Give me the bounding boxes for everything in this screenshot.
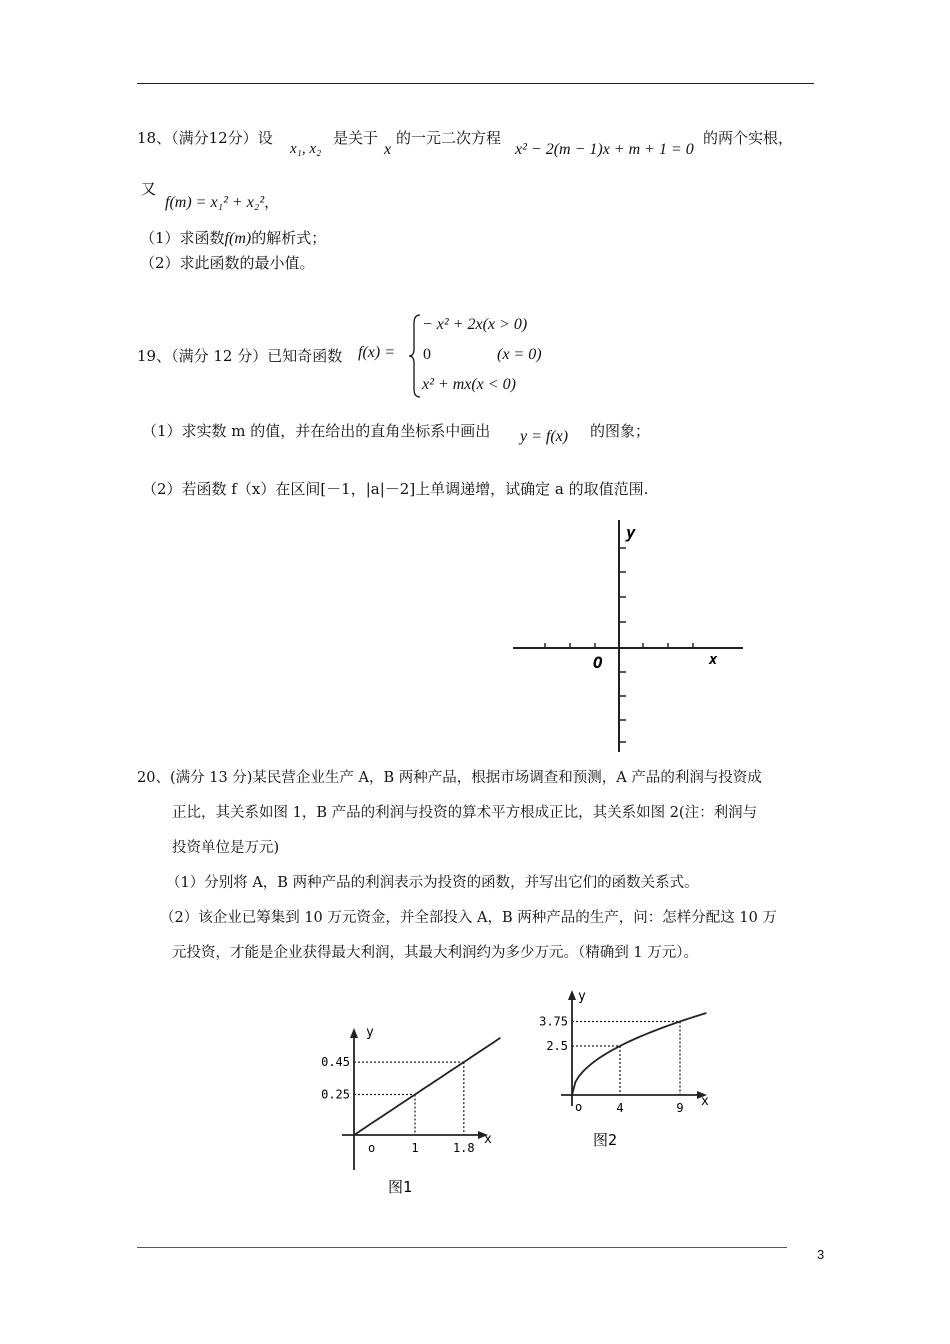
figure-1-chart xyxy=(320,1020,505,1200)
q19-line1 xyxy=(137,345,342,366)
fig1-xlabel: x xyxy=(484,1132,492,1147)
y-tick-label: 0.25 xyxy=(321,1087,350,1102)
q20-line2: 正比，其关系如图 1，B 产品的利润与投资的算术平方根成正比，其关系如图 2(注：利润与 xyxy=(172,805,758,821)
q19-part1-post: 的图象； xyxy=(590,422,651,440)
q20-part2-line1: （2）该企业已筹集到 10 万元资金，并全部投入 A，B 两种产品的生产，问：怎样分配这 10 万 xyxy=(160,910,777,926)
q18-eq-kind: 的一元二次方程 xyxy=(396,129,502,147)
q19-part1 xyxy=(142,420,490,441)
q19-case2-cond: (x = 0) xyxy=(497,346,542,363)
footer-rule xyxy=(137,1247,787,1248)
fig1-origin: o xyxy=(368,1141,376,1155)
q18-part2: （2）求此函数的最小值。 xyxy=(140,254,315,272)
q19-axis-x-label: x xyxy=(709,652,718,668)
q19-number: 19、 xyxy=(137,347,172,365)
series-line xyxy=(354,1038,500,1135)
q18-part1-f: f(m) xyxy=(224,230,252,247)
q19-origin-label: O xyxy=(593,653,603,672)
q18-var: x xyxy=(384,141,392,158)
y-tick-label: 3.75 xyxy=(539,1014,568,1029)
fig2-origin: o xyxy=(575,1100,583,1114)
q18-roots: x₁, x₂ xyxy=(290,141,322,157)
q18-part1 xyxy=(140,227,326,248)
q19-case1: − x² + 2x(x > 0) xyxy=(422,316,528,333)
q18-fdef-expr: f(m) = x₁² + x₂² xyxy=(165,194,265,211)
q20-line1: 20、(满分 13 分)某民营企业生产 A，B 两种产品，根据市场调查和预测，A 产品的利润与投资成 xyxy=(137,770,762,786)
q18-fdef xyxy=(165,191,279,212)
series-line xyxy=(572,1013,706,1095)
fig2-xlabel: x xyxy=(701,1094,709,1109)
q20-part1: （1）分别将 A，B 两种产品的利润表示为投资的函数，并写出它们的函数关系式。 xyxy=(166,875,699,891)
x-tick-label: 4 xyxy=(616,1101,624,1115)
x-tick-label: 1 xyxy=(411,1141,419,1155)
q18-fdef-tail: ， xyxy=(264,195,280,211)
q19-fx: f(x) = xyxy=(358,344,395,361)
q19-part1-f: y = f(x) xyxy=(520,428,569,445)
q18-part1-pre: （1）求函数 xyxy=(140,229,225,247)
header-rule xyxy=(137,83,814,84)
fig1-y-arrow xyxy=(350,1028,358,1038)
q19-part1-pre: （1）求实数 m 的值，并在给出的直角坐标系中画出 xyxy=(142,422,491,440)
q19-case3: x² + mx(x < 0) xyxy=(422,376,516,393)
q18-lead: 设 xyxy=(257,129,273,147)
q19-brace xyxy=(408,313,422,399)
q19-part2: （2）若函数 f（x）在区间[－1，|a|－2]上单调递增，试确定 a 的取值范围. xyxy=(142,480,649,498)
figure-2-chart xyxy=(525,980,725,1155)
q18-line1 xyxy=(137,127,273,148)
q18-also: 又 xyxy=(141,180,157,198)
fig1-title: 图1 xyxy=(388,1178,413,1196)
q18-part1-post: 的解析式； xyxy=(251,229,327,247)
q18-score: （满分12分） xyxy=(171,129,258,147)
q19-y-ticks xyxy=(619,548,626,742)
q19-case2-expr: 0 xyxy=(423,346,431,363)
q19-axis-y-label: y xyxy=(626,523,636,542)
fig2-y-arrow xyxy=(568,990,576,1000)
x-tick-label: 1.8 xyxy=(452,1141,475,1155)
x-tick-label: 9 xyxy=(676,1101,684,1115)
page-number: 3 xyxy=(817,1247,825,1262)
q18-number: 18、 xyxy=(137,129,172,147)
q19-coordinate-system xyxy=(505,512,755,757)
fig2-title: 图2 xyxy=(593,1131,618,1149)
q18-equation: x² − 2(m − 1)x + m + 1 = 0 xyxy=(515,141,694,158)
q20-part2-line2: 元投资，才能是企业获得最大利润，其最大利润约为多少万元。（精确到 1 万元）。 xyxy=(172,945,698,961)
y-tick-label: 0.45 xyxy=(321,1055,350,1070)
fig2-ylabel: y xyxy=(578,989,586,1004)
q18-about: 是关于 xyxy=(333,129,379,147)
fig1-ylabel: y xyxy=(366,1025,374,1040)
y-tick-label: 2.5 xyxy=(546,1039,568,1053)
q19-score: （满分 12 分）已知奇函数 xyxy=(171,347,343,365)
q20-line3: 投资单位是万元) xyxy=(172,840,280,856)
q18-tail: 的两个实根， xyxy=(703,129,794,147)
